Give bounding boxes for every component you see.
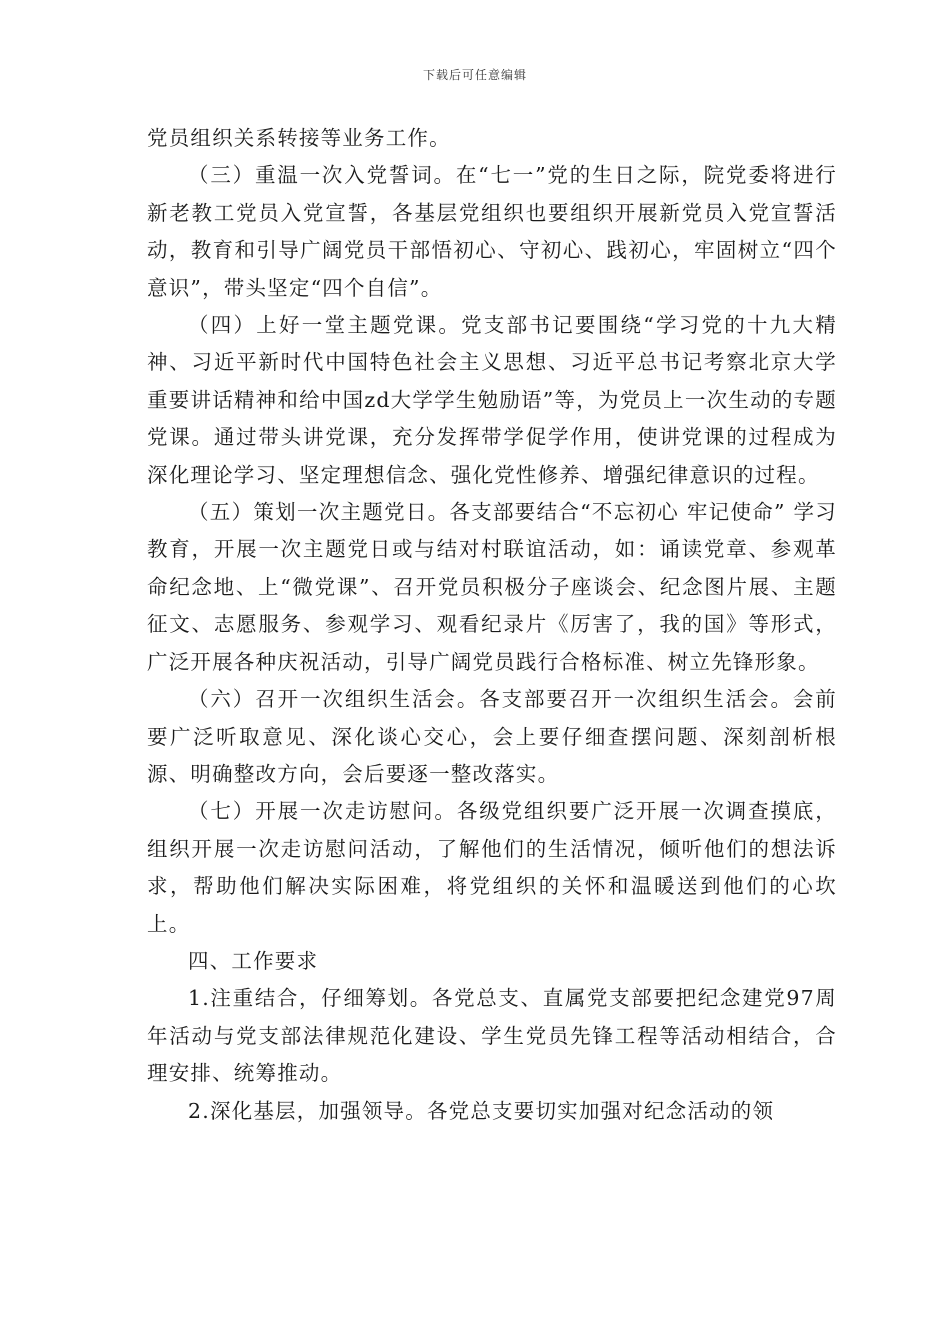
requirement-item-2: 2.深化基层，加强领导。各党总支要切实加强对纪念活动的领: [188, 1098, 775, 1123]
paragraph-continuation: 党员组织关系转接等业务工作。: [147, 126, 451, 150]
paragraph-item-4: （四）上好一堂主题党课。党支部书记要围绕“学习党的十九大精神、习近平新时代中国特色社会主义思想、习近平总书记考察北京大学重要讲话精神和给中国zd大学学生勉励语”等，为党员上一次生动的专题党课。通过带头讲党课，充分发挥带学促学作用，使讲党课的过程成为深化理论学习、坚定理想信念、强化党性修养、增强纪律意识的过程。: [147, 313, 837, 487]
paragraph-item-7: （七）开展一次走访慰问。各级党组织要广泛开展一次调查摸底，组织开展一次走访慰问活动，了解他们的生活情况，倾听他们的想法诉求，帮助他们解决实际困难，将党组织的关怀和温暖送到他们的心坎上。: [147, 799, 837, 936]
section-heading-requirements: 四、工作要求: [188, 948, 319, 973]
requirement-item-1: 1.注重结合，仔细筹划。各党总支、直属党支部要把纪念建党97周年活动与党支部法律规范化建设、学生党员先锋工程等活动相结合，合理安排、统筹推动。: [147, 986, 837, 1086]
paragraph-item-3: （三）重温一次入党誓词。在“七一”党的生日之际，院党委将进行新老教工党员入党宣誓，各基层党组织也要组织开展新党员入党宣誓活动，教育和引导广阔党员干部悟初心、守初心、践初心，牢固树立“四个意识”，带头坚定“四个自信”。: [147, 163, 837, 300]
document-body: [147, 120, 837, 1130]
page-header-note: 下载后可任意编辑: [422, 68, 527, 82]
paragraph-item-5: （五）策划一次主题党日。各支部要结合“不忘初心 牢记使命” 学习教育，开展一次主题党日或与结对村联谊活动，如：诵读党章、参观革命纪念地、上“微党课”、召开党员积极分子座谈会、纪念图片展、主题征文、志愿服务、参观学习、观看纪录片《厉害了，我的国》等形式，广泛开展各种庆祝活动，引导广阔党员践行合格标准、树立先锋形象。: [147, 500, 837, 674]
paragraph-item-6: （六）召开一次组织生活会。各支部要召开一次组织生活会。会前要广泛听取意见、深化谈心交心，会上要仔细查摆问题、深刻剖析根源、明确整改方向，会后要逐一整改落实。: [147, 687, 837, 786]
